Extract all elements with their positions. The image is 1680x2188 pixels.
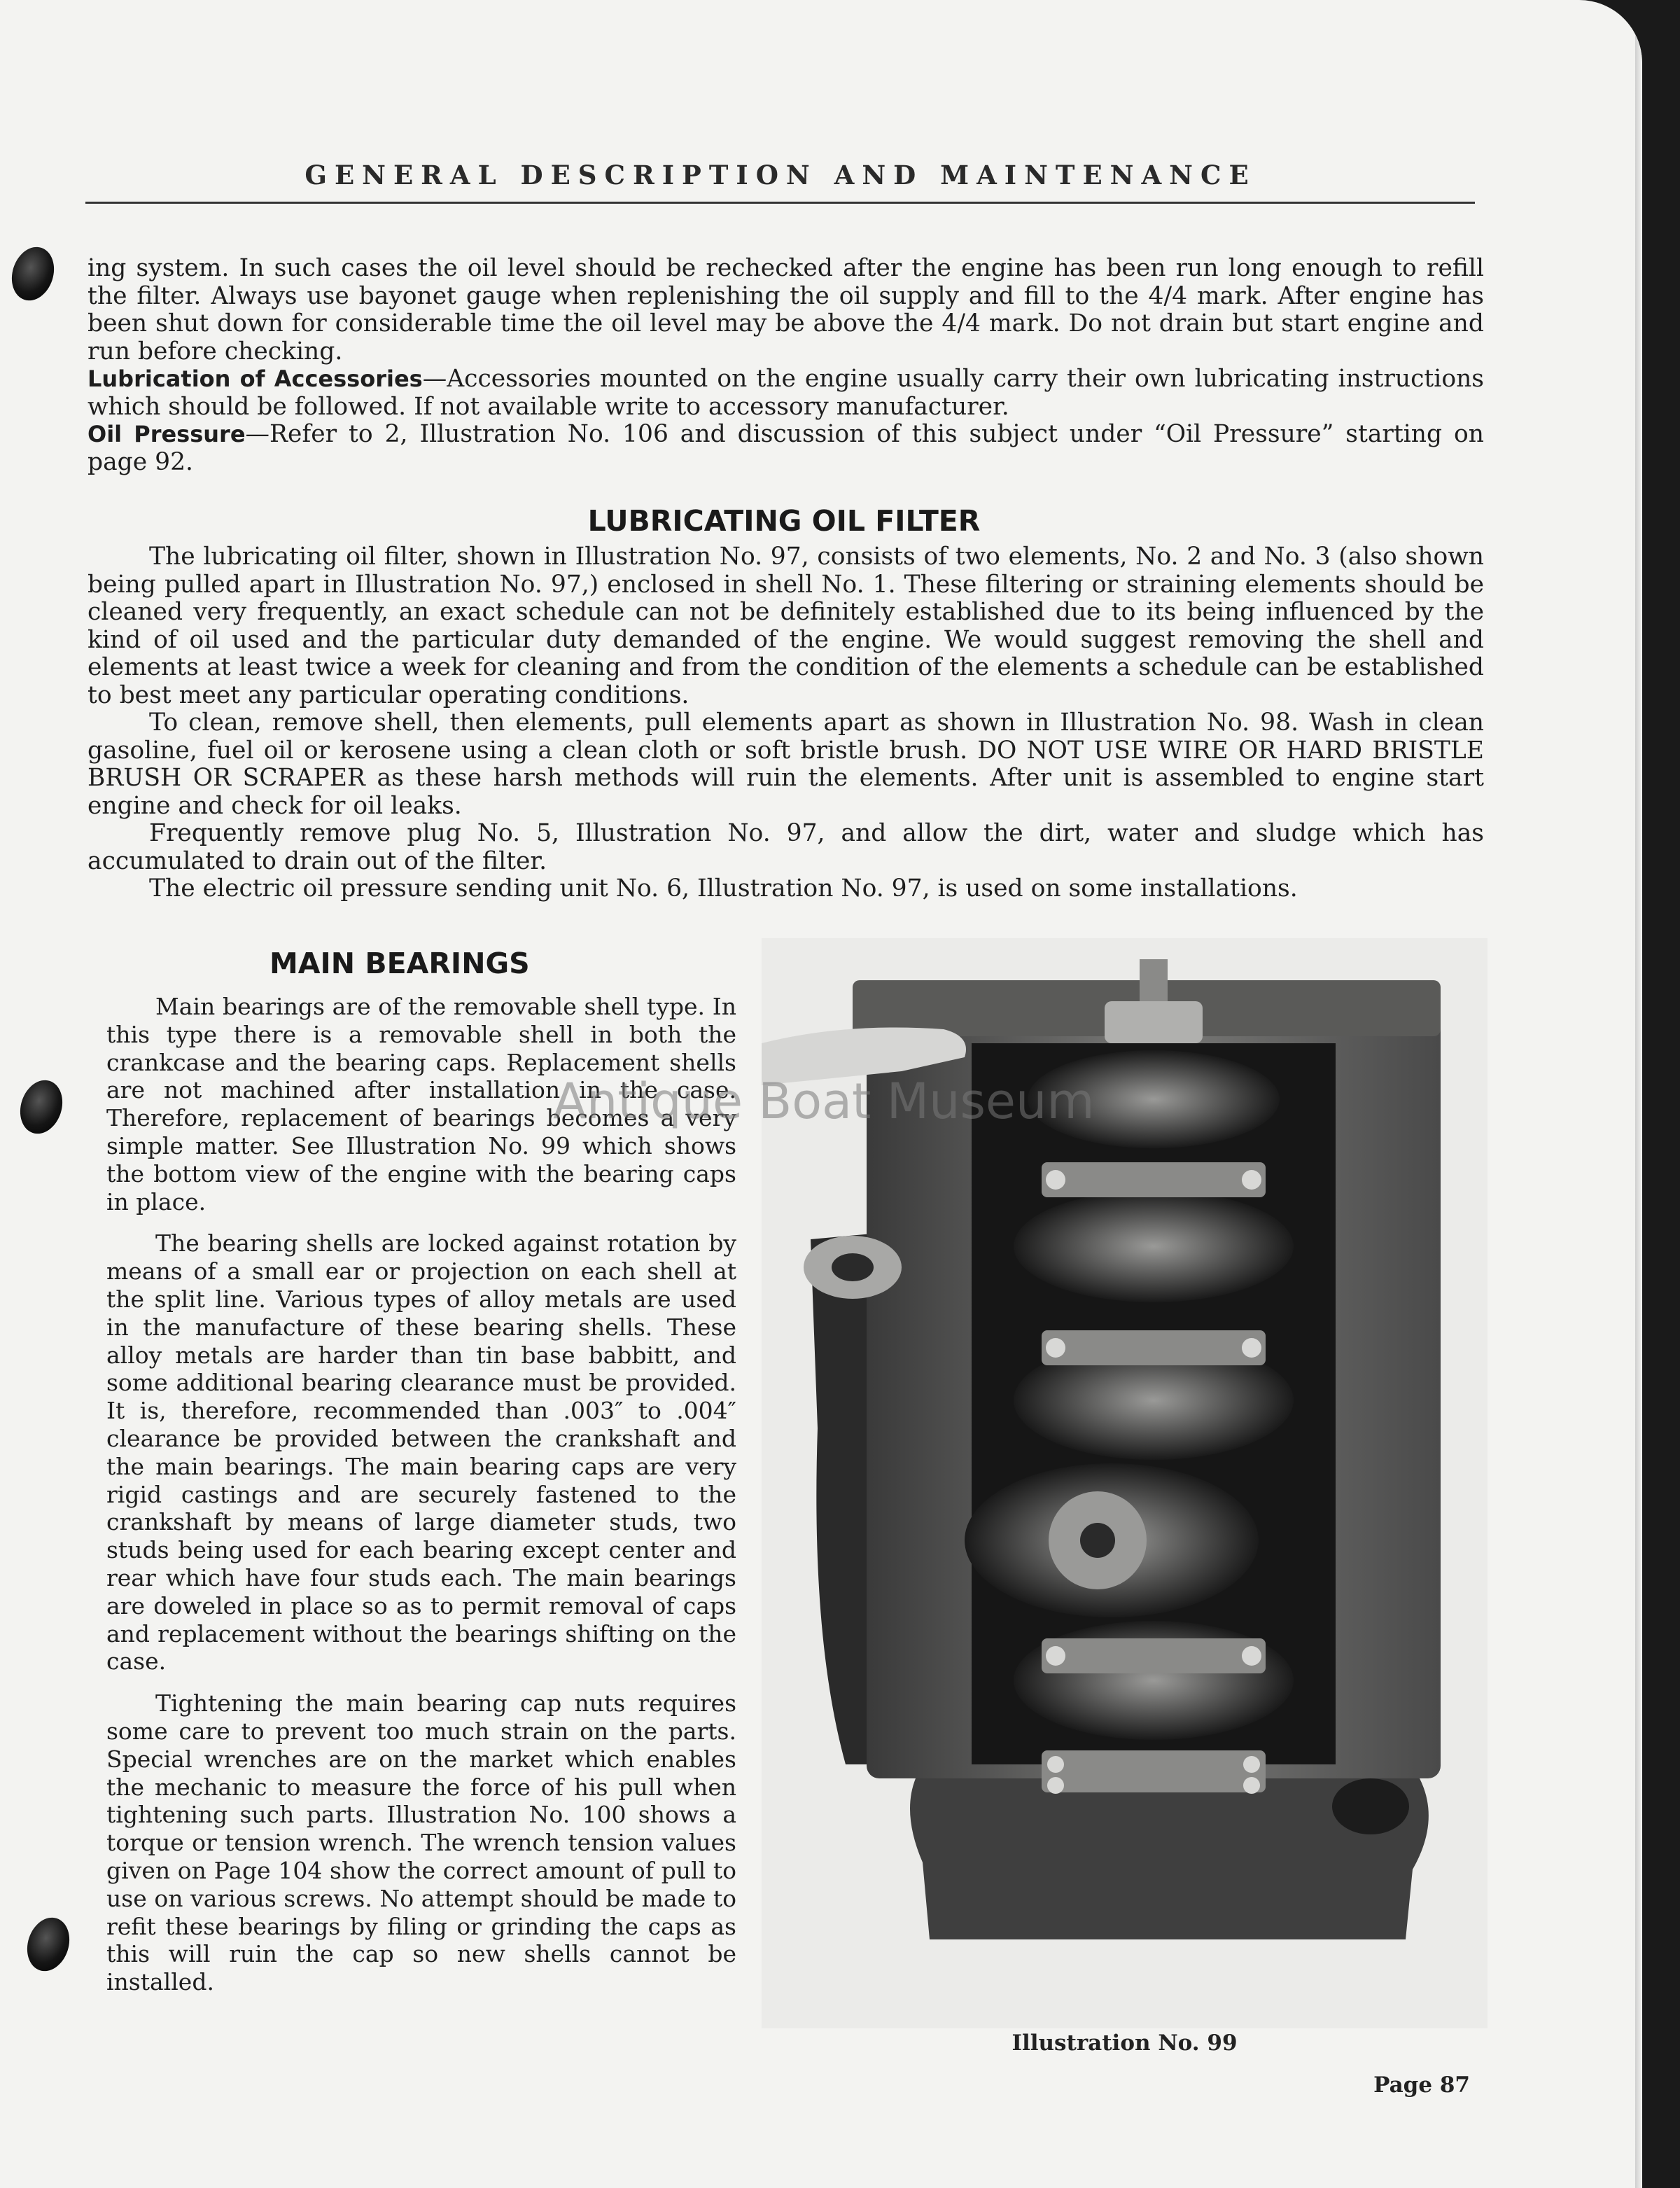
filter-paragraph-2: To clean, remove shell, then elements, pull elements apart as shown in Illustration No. 98. Wash in clean gasoline, fuel oil or kerosene using a clean cloth or soft bristle brush. DO NOT USE WIRE OR HARD BRISTLE BRUSH OR SCRAPER as these harsh methods will ruin the elements. After unit is assembled to engine start engine and check for oil leaks. [88,709,1484,820]
pressure-heading: Oil Pressure [88,421,246,447]
running-header: GENERAL DESCRIPTION AND MAINTENANCE [304,160,1256,190]
page-number: Page 87 [1373,2072,1470,2098]
accessories-paragraph [88,365,1484,421]
binder-hole-middle [13,1075,69,1139]
bearings-paragraph-3: Tightening the main bearing cap nuts requires some care to prevent too much strain on the parts. Special wrenches are on the market which enables the mechanic to measure the force of his pull when tightening such parts. Illustration No. 100 shows a torque or tension wrench. The wrench tension values given on Page 104 show the correct amount of pull to use on various screws. No attempt should be made to refit these bearings by filing or grinding the caps as this will ruin the cap so new shells cannot be installed. [106,1689,736,1996]
header-rule [85,202,1475,204]
bearings-paragraph-1: Main bearings are of the removable shell type. In this type there is a removable shell in both the crankcase and the bearing caps. Replacement shells are not machined after installation in the case. Therefore, replacement of bearings becomes a very simple matter. See Illustration No. 99 which shows the bottom view of the engine with the bearing caps in place. [106,993,736,1215]
filter-section-title: LUBRICATING OIL FILTER [587,504,981,538]
bearings-paragraph-2: The bearing shells are locked against rotation by means of a small ear or projection on each shell at the split line. Various types of alloy metals are used in the manufacture of these bearing shells. These alloy metals are harder than tin base babbitt, and some additional bearing clearance must be provided. It is, therefore, recommended than .003″ to .004″ clearance be provided between the crankshaft and the main bearings. The main bearing caps are very rigid castings and are securely fastened to the crankshaft by means of large diameter studs, two studs being used for each bearing except center and rear which have four studs each. The main bearings are doweled in place so as to permit removal of caps and replacement without the bearings shifting on the case. [106,1229,736,1675]
accessories-heading: Lubrication of Accessories [88,365,423,392]
filter-paragraph-3: Frequently remove plug No. 5, Illustration No. 97, and allow the dirt, water and sludge which has accumulated to drain out of the filter. [88,819,1484,875]
pressure-body: —Refer to 2, Illustration No. 106 and discussion of this subject under “Oil Pressure” starting on page 92. [88,420,1485,476]
binder-hole-bottom [20,1912,76,1977]
illustration-caption: Illustration No. 99 [1011,2030,1238,2056]
page-edge-shadow [1635,0,1642,2188]
accessories-body: —Accessories mounted on the engine usually carry their own lubricating instructions which should be followed. If not available write to accessory manufacturer. [88,365,1485,421]
pressure-paragraph [88,421,1484,476]
intro-paragraph: ing system. In such cases the oil level should be rechecked after the engine has been run long enough to refill the filter. Always use bayonet gauge when replenishing the oil supply and fill to the 4/4 mark. After engine has been shut down for considerable time the oil level may be above the 4/4 mark. Do not drain but start engine and run before checking. [88,254,1484,365]
filter-text [88,543,1484,903]
filter-paragraph-4: The electric oil pressure sending unit No. 6, Illustration No. 97, is used on some installations. [149,874,1298,903]
binder-hole-top [5,242,60,306]
bearings-section-title: MAIN BEARINGS [270,947,530,980]
bearings-text [106,993,736,2010]
watermark-text: Antique Boat Museum [553,1073,1095,1130]
intro-text [88,255,1484,476]
filter-paragraph-1: The lubricating oil filter, shown in Illustration No. 97, consists of two elements, No. 2 and No. 3 (also shown being pulled apart in Illustration No. 97,) enclosed in shell No. 1. These filtering or straining elements should be cleaned very frequently, an exact schedule can not be definitely established due to its being influenced by the kind of oil used and the particular duty demanded of the engine. We would suggest removing the shell and elements at least twice a week for cleaning and from the condition of the elements a schedule can be established to best meet any particular operating conditions. [88,543,1484,709]
